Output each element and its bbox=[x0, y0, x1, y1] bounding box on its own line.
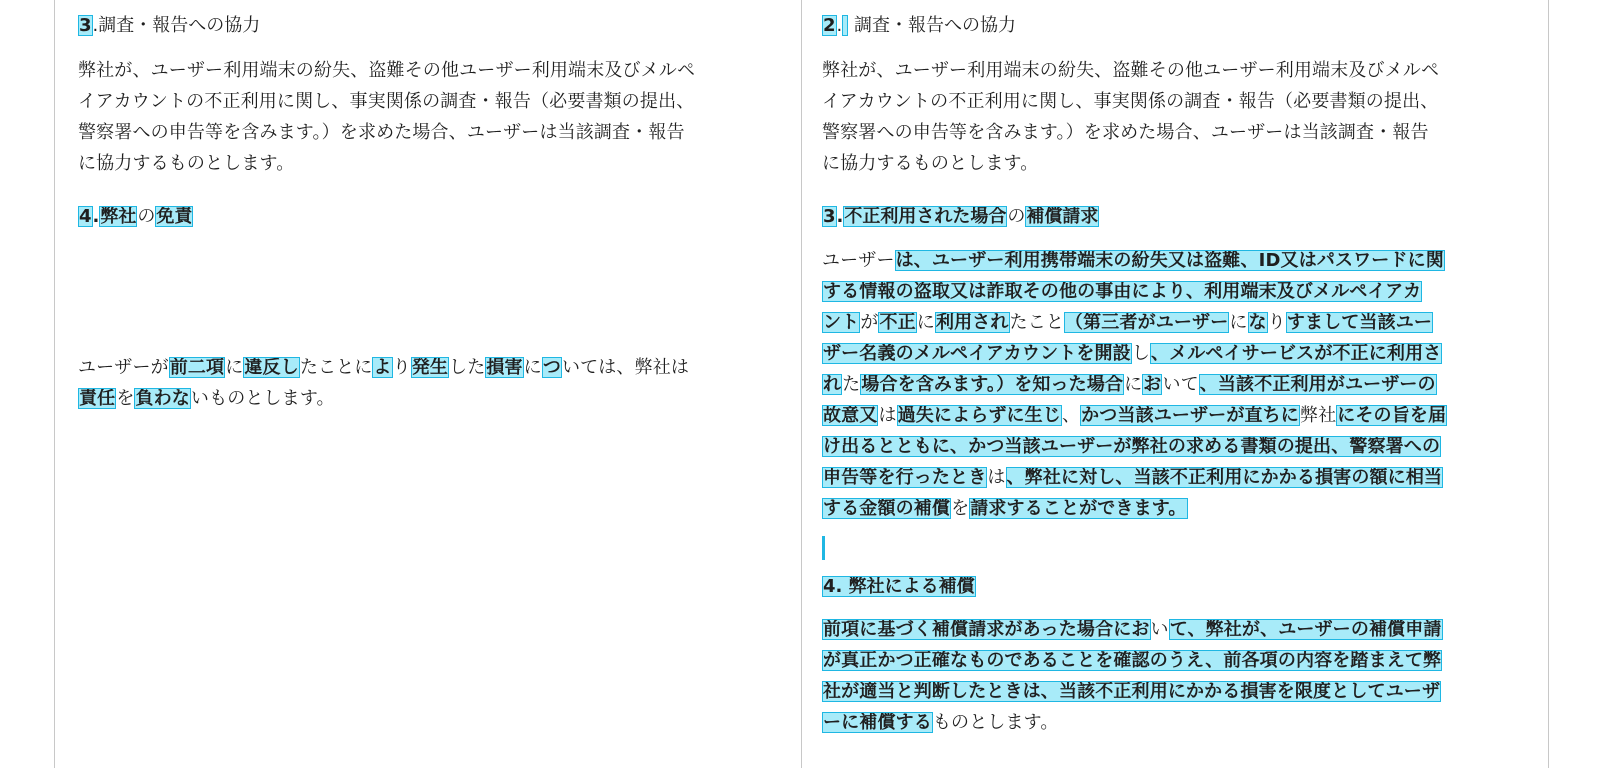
text-run: たこと bbox=[1009, 312, 1064, 333]
highlighted-phrase[interactable]: 不正 bbox=[879, 312, 916, 333]
highlighted-phrase[interactable]: 故意又 bbox=[823, 405, 878, 426]
highlighted-phrase[interactable]: 請求することができます。 bbox=[970, 498, 1187, 519]
text-line: 弊社が、ユーザー利用端末の紛失、盗難その他ユーザー利用端末及びメルペ bbox=[78, 60, 696, 81]
highlighted-term[interactable]: よ bbox=[373, 357, 392, 378]
text-line: 警察署への申告等を含みます。）を求めた場合、ユーザーは当該調査・報告 bbox=[822, 122, 1429, 143]
highlighted-term[interactable]: 補償請求 bbox=[1026, 206, 1099, 227]
text-run: いては、弊社は bbox=[561, 357, 690, 378]
section-2-heading bbox=[822, 13, 1016, 39]
text-run: り bbox=[1267, 312, 1286, 333]
highlighted-phrase[interactable]: 過失によらずに生じ bbox=[897, 405, 1061, 426]
text-line bbox=[822, 338, 1447, 369]
text-run: に bbox=[1124, 374, 1143, 395]
highlighted-term[interactable]: 弊社 bbox=[100, 206, 137, 227]
section-number[interactable]: 4 bbox=[79, 206, 92, 227]
highlighted-phrase[interactable]: （第三者がユーザー bbox=[1065, 312, 1229, 333]
section-number[interactable]: 3 bbox=[823, 206, 836, 227]
text-run: ユーザーが bbox=[78, 357, 169, 378]
text-run: 、 bbox=[1061, 405, 1081, 426]
text-run: を bbox=[951, 498, 970, 519]
text-line: 警察署への申告等を含みます。）を求めた場合、ユーザーは当該調査・報告 bbox=[78, 122, 685, 143]
highlighted-phrase[interactable]: する金額の補償 bbox=[823, 498, 951, 519]
text-line bbox=[822, 707, 1443, 738]
text-line bbox=[822, 676, 1443, 707]
highlighted-term[interactable]: 不正利用された場合 bbox=[844, 206, 1007, 227]
heading-dot: . bbox=[836, 206, 844, 227]
text-line: イアカウントの不正利用に関し、事実関係の調査・報告（必要書類の提出、 bbox=[78, 91, 695, 112]
text-line bbox=[78, 352, 689, 383]
text-line bbox=[822, 645, 1443, 676]
text-run: いて bbox=[1162, 374, 1199, 395]
highlighted-phrase[interactable]: かつ当該ユーザーが直ちに bbox=[1081, 405, 1299, 426]
right-pane-border bbox=[1548, 0, 1549, 768]
left-pane-border bbox=[54, 0, 55, 768]
text-line bbox=[822, 400, 1447, 431]
text-run: に bbox=[916, 312, 935, 333]
text-line bbox=[822, 369, 1447, 400]
pane-divider bbox=[801, 0, 802, 768]
text-run: た bbox=[842, 374, 861, 395]
section-3-heading bbox=[78, 13, 260, 39]
highlighted-phrase[interactable]: お bbox=[1143, 374, 1162, 395]
text-line bbox=[822, 276, 1447, 307]
text-line bbox=[822, 493, 1447, 524]
text-run: に bbox=[1229, 312, 1248, 333]
text-run: に bbox=[523, 357, 542, 378]
highlighted-phrase[interactable]: する情報の盗取又は詐取その他の事由により、利用端末及びメルペイアカ bbox=[823, 281, 1422, 302]
section-4-heading bbox=[822, 574, 976, 600]
highlighted-phrase[interactable]: 、弊社に対し、当該不正利用にかかる損害の額に相当 bbox=[1006, 467, 1443, 488]
text-line: 弊社が、ユーザー利用端末の紛失、盗難その他ユーザー利用端末及びメルペ bbox=[822, 60, 1440, 81]
text-run: り bbox=[392, 357, 411, 378]
highlighted-phrase[interactable]: は、ユーザー利用携帯端末の紛失又は盗難、ID又はパスワードに関 bbox=[895, 250, 1444, 271]
section-3-body bbox=[78, 55, 695, 179]
highlighted-phrase[interactable]: が真正かつ正確なものであることを確認のうえ、前各項の内容を踏まえて弊 bbox=[823, 650, 1442, 671]
text-line bbox=[78, 383, 689, 414]
section-number[interactable]: 2 bbox=[823, 15, 836, 36]
text-run: が bbox=[860, 312, 879, 333]
text-run: たことに bbox=[299, 357, 373, 378]
text-line: イアカウントの不正利用に関し、事実関係の調査・報告（必要書類の提出、 bbox=[822, 91, 1439, 112]
text-line bbox=[822, 307, 1447, 338]
section-title: 調査・報告への協力 bbox=[854, 15, 1016, 36]
highlighted-phrase[interactable]: ザー名義のメルペイアカウントを開設 bbox=[823, 343, 1131, 364]
section-4-body bbox=[822, 614, 1443, 738]
highlighted-term[interactable]: 前二項 bbox=[169, 357, 225, 378]
highlighted-phrase[interactable]: な bbox=[1248, 312, 1267, 333]
heading-text: の bbox=[1007, 206, 1026, 227]
text-run: 弊社 bbox=[1299, 405, 1337, 426]
section-title: .調査・報告への協力 bbox=[92, 15, 261, 36]
highlighted-phrase[interactable]: て、弊社が、ユーザーの補償申請 bbox=[1169, 619, 1442, 640]
text-run: は bbox=[878, 405, 897, 426]
highlighted-phrase[interactable]: け出るとともに、かつ当該ユーザーが弊社の求める書類の提出、警察署への bbox=[823, 436, 1441, 457]
text-line bbox=[822, 431, 1447, 462]
highlighted-heading[interactable]: 4. 弊社による補償 bbox=[823, 576, 975, 597]
highlighted-term[interactable]: 損害 bbox=[486, 357, 523, 378]
highlighted-phrase[interactable]: ント bbox=[823, 312, 860, 333]
highlighted-phrase[interactable]: 社が適当と判断したときは、当該不正利用にかかる損害を限度としてユーザ bbox=[823, 681, 1441, 702]
highlighted-phrase[interactable]: 場合を含みます。）を知った場合 bbox=[861, 374, 1124, 395]
text-line bbox=[822, 462, 1447, 493]
section-4-heading bbox=[78, 204, 193, 230]
heading-text: の bbox=[137, 206, 156, 227]
text-line: に協力するものとします。 bbox=[78, 153, 295, 174]
highlight-marker[interactable] bbox=[842, 15, 848, 36]
heading-dot: . bbox=[92, 206, 100, 227]
highlighted-phrase[interactable]: 利用され bbox=[935, 312, 1009, 333]
section-3-body bbox=[822, 245, 1447, 524]
text-line bbox=[822, 245, 1447, 276]
text-run: い bbox=[1150, 619, 1169, 640]
highlighted-phrase[interactable]: ーに補償する bbox=[823, 712, 932, 733]
text-run: に bbox=[225, 357, 244, 378]
heading-dot: . bbox=[836, 15, 843, 36]
text-run: いものとします。 bbox=[190, 388, 335, 409]
highlighted-phrase[interactable]: れ bbox=[823, 374, 842, 395]
highlighted-term[interactable]: 免責 bbox=[156, 206, 193, 227]
highlighted-term[interactable]: 責任 bbox=[79, 388, 116, 409]
highlighted-term[interactable]: 違反し bbox=[244, 357, 299, 378]
text-run: は bbox=[987, 467, 1006, 488]
text-run: し bbox=[1131, 343, 1150, 364]
text-line bbox=[822, 614, 1443, 645]
text-line: に協力するものとします。 bbox=[822, 153, 1039, 174]
highlighted-phrase[interactable]: 申告等を行ったとき bbox=[823, 467, 987, 488]
section-3-heading bbox=[822, 204, 1099, 230]
highlighted-term[interactable]: 負わな bbox=[135, 388, 190, 409]
highlighted-phrase[interactable]: 、メルペイサービスが不正に利用さ bbox=[1150, 343, 1442, 364]
section-2-body bbox=[822, 55, 1439, 179]
text-run: ものとします。 bbox=[932, 712, 1059, 733]
highlighted-phrase[interactable]: 、当該不正利用がユーザーの bbox=[1199, 374, 1436, 395]
section-number[interactable]: 3 bbox=[79, 15, 92, 36]
highlighted-phrase[interactable]: 前項に基づく補償請求があった場合にお bbox=[823, 619, 1150, 640]
text-run: を bbox=[116, 388, 135, 409]
highlighted-term[interactable]: つ bbox=[542, 357, 561, 378]
section-4-body bbox=[78, 352, 689, 414]
highlighted-phrase[interactable]: にその旨を届 bbox=[1337, 405, 1447, 426]
highlighted-phrase[interactable]: すまして当該ユー bbox=[1286, 312, 1433, 333]
text-cursor bbox=[822, 536, 825, 560]
text-run: した bbox=[449, 357, 486, 378]
highlighted-term[interactable]: 発生 bbox=[411, 357, 449, 378]
text-run: ユーザー bbox=[822, 250, 895, 271]
